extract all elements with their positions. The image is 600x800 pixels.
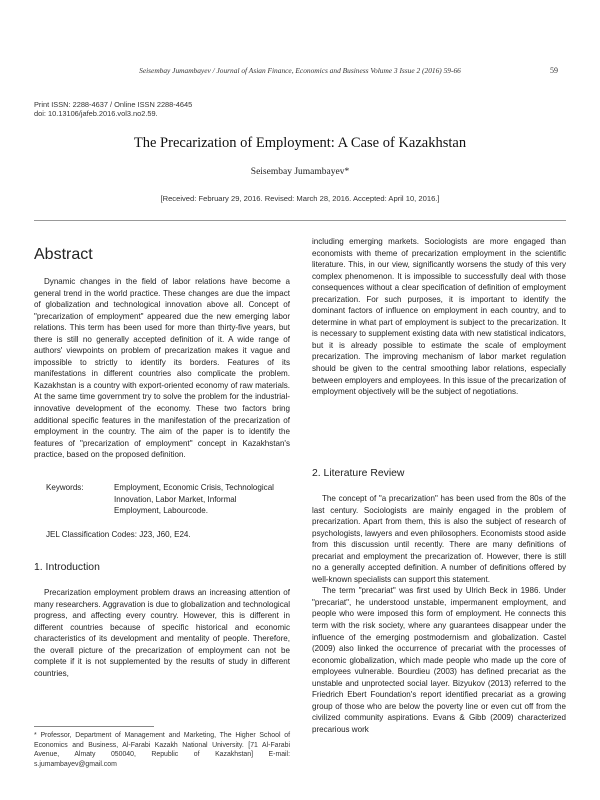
literature-paragraph-2: The term "precariat" was first used by Ulrich Beck in 1986. Under "precariat", he understood unstable, impermanent employment, and people who were imposed this form of employment. He connects this term with the risk society, where any guarantees disappear under the influence of the emerging postmodernism and globalization. Castel (2009) also linked the occurrence of precariat with the processes of economic globalization, which made people who made up the core of employees vulnerable. Bourdieu (2003) has defined precariat as the unstable and unprotected social layer. Bizyukov (2013) referred to the Friedrich Ebert Foundation's report identified precariat as a growing group of those who are below the poverty line or even cut off from the civilized community aspirations. Evans & Gibb (2009) characterized precarious work: [312, 586, 566, 734]
literature-heading: 2. Literature Review: [312, 468, 405, 479]
intro-body: [34, 587, 290, 679]
literature-paragraph-1: The concept of "a precarization" has been used from the 80s of the last century. Sociologists are mainly engaged in the problem of precarization. Apart from them, this is also the subject of research of psychologists, lawyers and even philosophers. Economists stood aside from this discussion until recently. There are many definitions of precariat and employment the precarization of. However, there is still no a generally accepted definition. A number of definitions offered by well-known specialists can support this statement.: [312, 494, 566, 584]
author-name: Seisembay Jumambayev*: [250, 167, 350, 177]
running-header: Seisembay Jumambayev / Journal of Asian Finance, Economics and Business Volume 3 Issue 2 (2016) 59-66: [139, 66, 461, 75]
intro-paragraph: Precarization employment problem draws an increasing attention of many researchers. Aggravation is due to globalization and technological progress, and affecting every country. However, this is different in different countries because of specific historical and economic characteristics of its development and mentality of people. Therefore, the overall picture of the precarization of employment can not be complete if it is not supplemented by the results of study in different countries,: [34, 588, 290, 678]
footnote-rule: [34, 726, 154, 727]
abstract-heading: Abstract: [34, 246, 93, 263]
jel-value: J23, J60, E24.: [139, 530, 191, 539]
paper-title: The Precarization of Employment: A Case of Kazakhstan: [133, 135, 467, 151]
author-footnote: * Professor, Department of Management and Marketing, The Higher School of Economics and Business, Al-Farabi Kazakh National University. [71 Al-Farabi Avenue, Almaty 050040, Republic of Kazakhstan] E-mail: s.jumambayev@gmail.com: [34, 732, 290, 769]
jel-block: [46, 529, 191, 541]
keywords-label: Keywords:: [46, 483, 84, 492]
abstract-paragraph: Dynamic changes in the field of labor relations have become a general trend in the world practice. These changes are due the impact of globalization and technological innovation above all. Concept of "precarization of employment" appeared due the new emerging labor relations. This term has been used for more than thirty-five years, but there is still no generally accepted definition of it. A wide range of authors' viewpoints on problem of precarization makes it vague and impossible to strictly to identify its borders. Features of its manifestations in different countries also complicate the problem. Kazakhstan is a country with export-oriented economy of raw materials. At the same time government try to solve the problem for the industrial-innovative development of the economy. These two factors bring additional specific features in the manifestation of the precarization of employment in the country. The aim of the paper is to identify the features of "precarization of employment" concept in Kazakhstan's practice, based on the proposed definition.: [34, 277, 290, 460]
issn-line: Print ISSN: 2288-4637 / Online ISSN 2288-4645: [34, 100, 193, 109]
received-dates: [Received: February 29, 2016. Revised: March 28, 2016. Accepted: April 10, 2016.]: [160, 194, 440, 203]
keywords-value: Employment, Economic Crisis, Technological Innovation, Labor Market, Informal Employment, Labourcode.: [114, 483, 274, 516]
doi-line: doi: 10.13106/jafeb.2016.vol3.no2.59.: [34, 109, 158, 118]
intro-continued: [312, 236, 566, 398]
abstract-section: [34, 246, 93, 264]
keywords-block: [46, 482, 282, 517]
literature-body: [312, 493, 566, 735]
abstract-body: [34, 276, 290, 461]
header-rule: [34, 220, 566, 221]
intro-heading: 1. Introduction: [34, 562, 100, 573]
page-number: 59: [550, 66, 558, 75]
intro-continued-paragraph: including emerging markets. Sociologists are more engaged than economists with theme of precarization employment in the scientific literature. This, in our view, significantly worsens the study of this very complex phenomenon. It is impossible to successfully deal with those consequences without a clear specification of definition of employment precarization. For such purposes, it is important to identify the dominant factors of influence on employment in each country, and to determine in what part of employment is subject to the precarization. It is necessary to supplement existing data with new statistical indicators, but it is already possible to estimate the scale of employment precarization. The improving mechanism of labor market regulation should be given to the central smoothing labor relations, especially between employers and employees. In this issue of the precarization of employment objectively will be the subject of negotiations.: [312, 237, 566, 397]
jel-label: JEL Classification Codes:: [46, 530, 137, 539]
